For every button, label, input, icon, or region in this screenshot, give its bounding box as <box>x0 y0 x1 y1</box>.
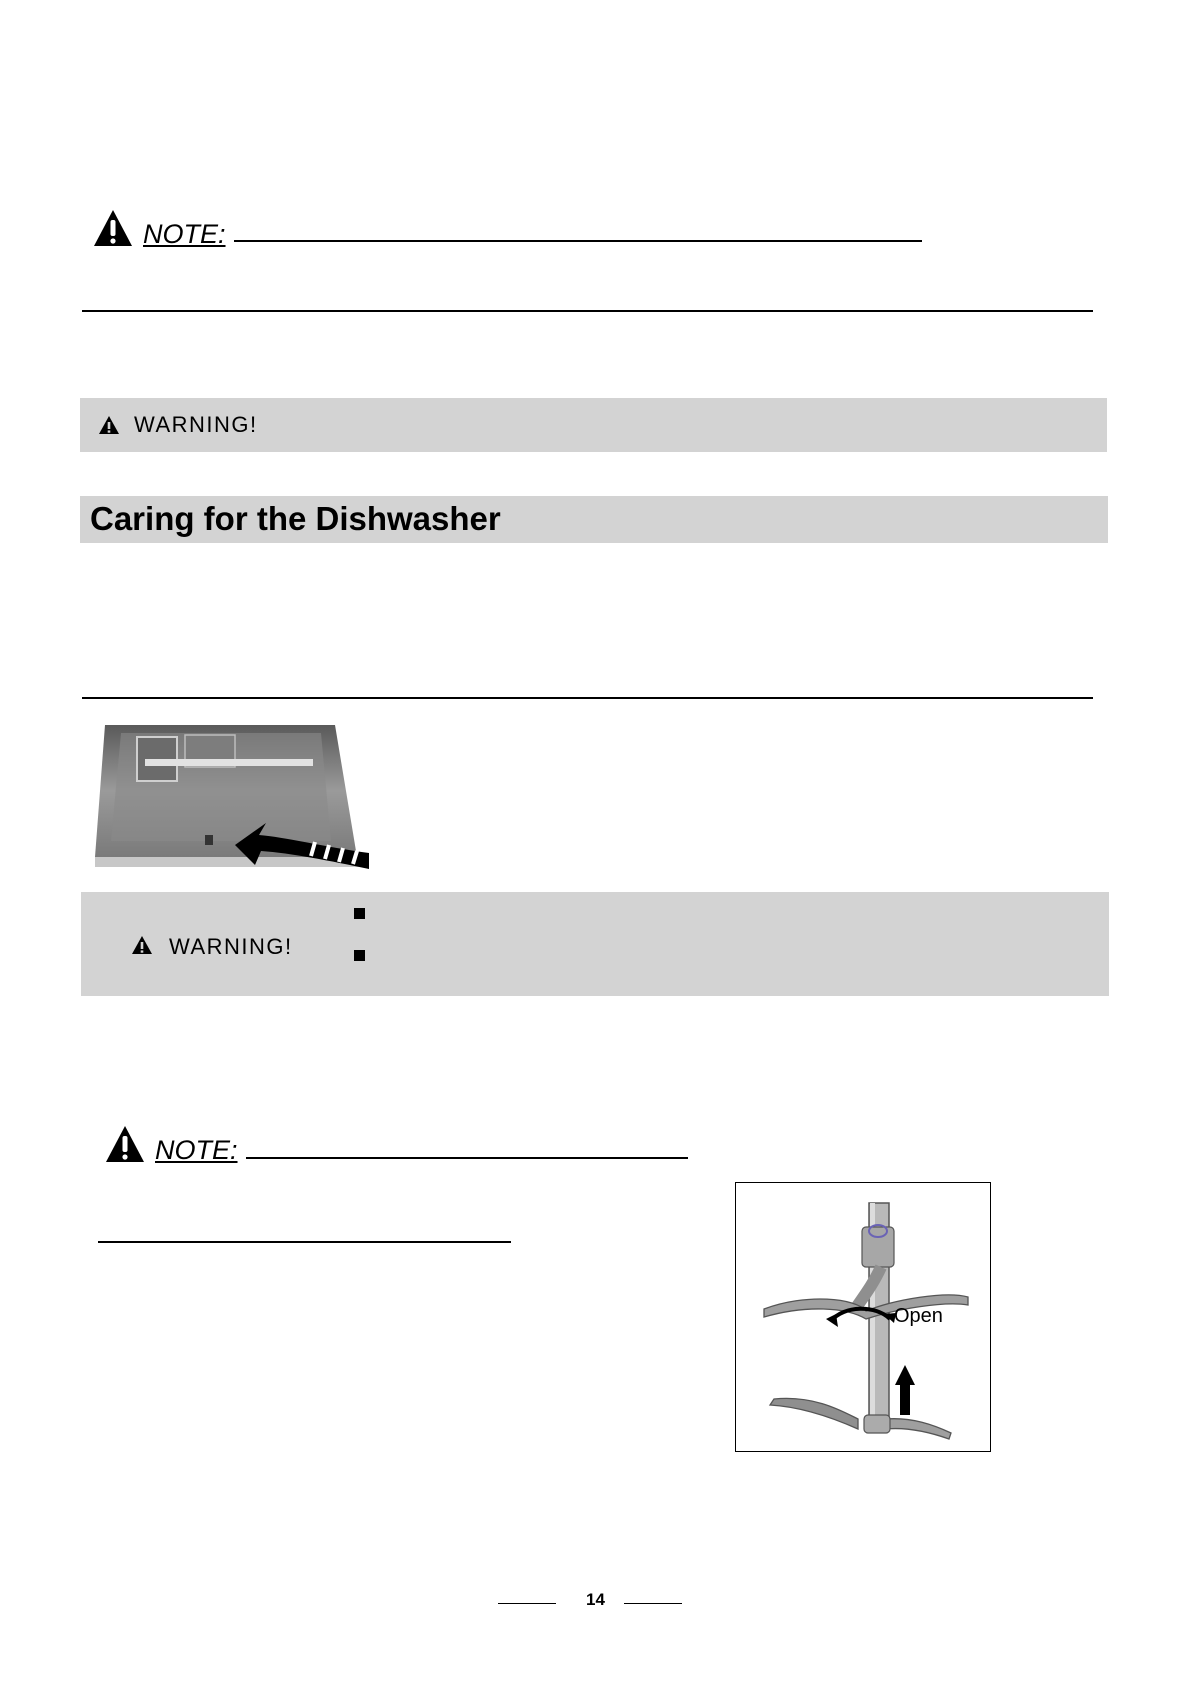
note-label: NOTE: <box>155 1135 238 1165</box>
warning-label: WARNING! <box>134 412 258 437</box>
note-label: NOTE: <box>143 219 226 249</box>
note-heading-2 <box>105 1124 238 1164</box>
warning-triangle-icon <box>93 208 133 248</box>
page-number: 14 <box>586 1590 605 1609</box>
spray-arm-open-label: Open <box>894 1305 943 1327</box>
warning-triangle-icon <box>98 415 120 435</box>
warning-triangle-icon <box>105 1124 145 1164</box>
dishwasher-door-photo <box>95 725 371 883</box>
divider-rule <box>98 1241 511 1243</box>
footer-rule-right <box>624 1603 682 1604</box>
divider-rule <box>82 697 1093 699</box>
section-title-band <box>80 496 1108 543</box>
spray-arm-illustration <box>736 1183 990 1451</box>
bullet-marker <box>354 908 365 919</box>
note-underline <box>234 240 922 242</box>
warning-triangle-icon <box>131 935 153 955</box>
warning-band-2 <box>81 892 1109 996</box>
bullet-marker <box>354 950 365 961</box>
warning-label: WARNING! <box>169 934 293 959</box>
divider-rule <box>82 310 1093 312</box>
section-title: Caring for the Dishwasher <box>90 500 501 537</box>
footer-rule-left <box>498 1603 556 1604</box>
spray-arm-figure <box>735 1182 991 1452</box>
note-underline <box>246 1157 688 1159</box>
warning-band-1 <box>80 398 1107 452</box>
note-heading-1 <box>93 208 226 248</box>
